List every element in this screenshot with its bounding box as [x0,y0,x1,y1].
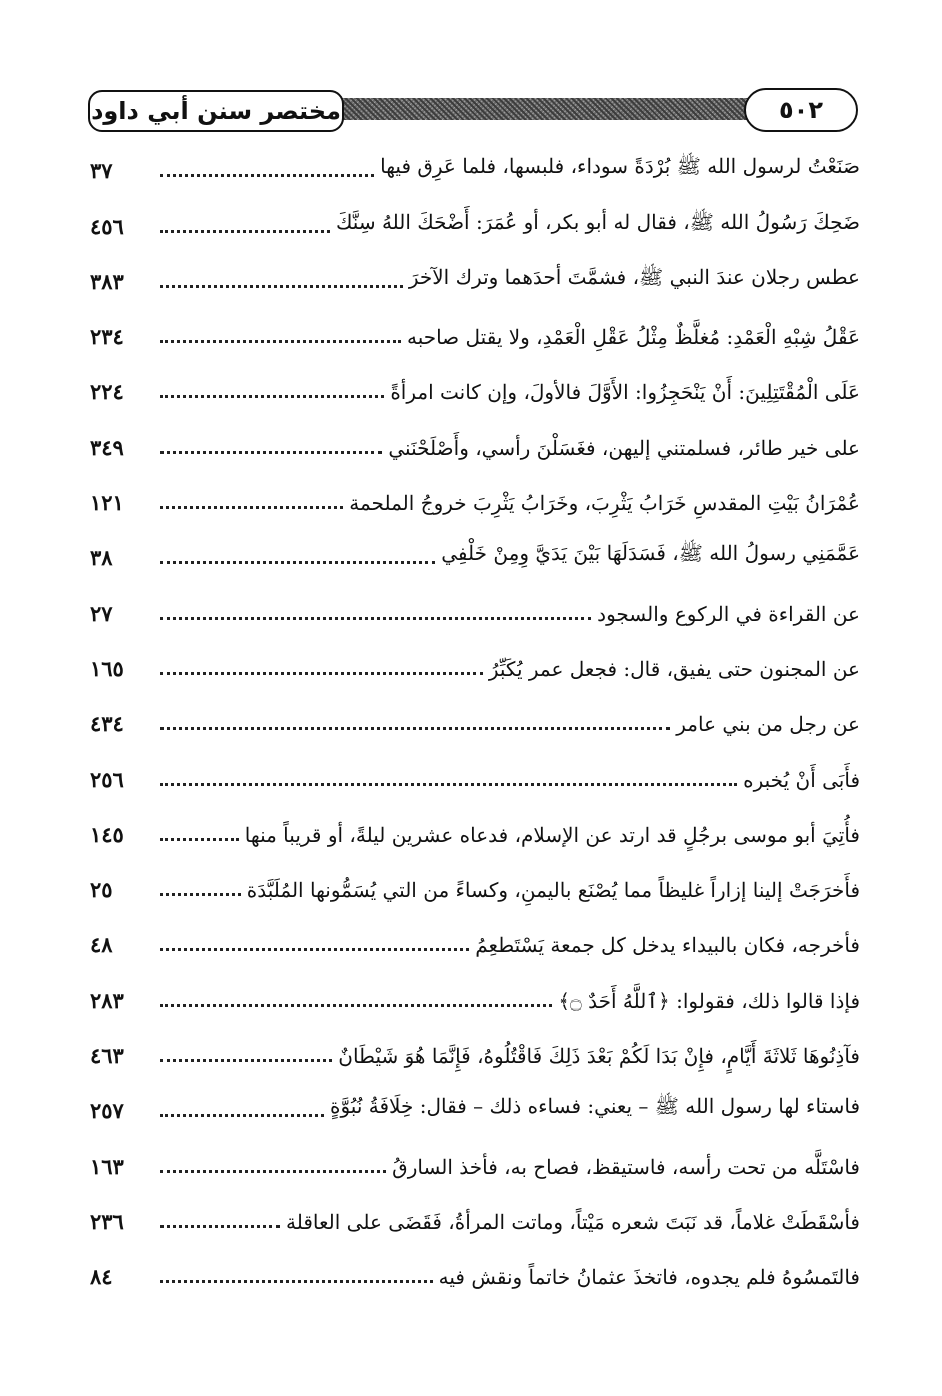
entry-page-number: ٤٣٤ [90,711,124,737]
entry-page-number: ٢٥٧ [90,1098,124,1124]
entry-text: عَلَى الْمُقْتَتِلِينَ: أَنْ يَنْحَجِزُوا: الأَوَّلَ فالأولَ، وإن كانت امرأةً [390,380,860,405]
dot-leader [160,617,591,620]
index-entry [90,302,860,357]
index-entry [90,412,860,467]
header-decorative-band [332,98,748,120]
index-entry [90,634,860,689]
book-title: مختصر سنن أبي داود [88,90,344,132]
entry-page-number: ٢٢٤ [90,379,124,405]
index-entry [90,578,860,633]
entry-text: فإذا قالوا ذلك، فقولوا: ﴿ٱللَّهُ أَحَدٌ ۝﴾ [558,988,860,1013]
index-entry [90,855,860,910]
entry-page-number: ٣٨ [90,545,113,571]
entry-page-number: ٢٧ [90,600,113,626]
dot-leader [160,174,374,177]
entry-page-number: ٣٨٣ [90,268,124,294]
entry-page-number: ٢٥٦ [90,766,124,792]
index-entry [90,910,860,965]
index-entry [90,689,860,744]
dot-leader [160,230,330,233]
index-entry [90,357,860,412]
entry-text: عن رجل من بني عامر [676,712,860,737]
dot-leader [160,1225,280,1228]
entry-text: فأُتِيَ أبو موسى برجُلٍ قد ارتد عن الإسلام، فدعاه عشرين ليلةً، أو قريباً منها [244,822,860,847]
entry-text: عن القراءة في الركوع والسجود [597,601,860,626]
dot-leader [160,506,343,509]
dot-leader [160,893,241,896]
entry-page-number: ٨٤ [90,1264,113,1290]
dot-leader [160,783,737,786]
dot-leader [160,727,670,730]
entry-page-number: ٣٧ [90,158,113,184]
index-entry [90,1021,860,1076]
entry-text: عَمَّمَنِي رسولُ الله ﷺ، فَسَدَلَهَا بَيْنَ يَدَيَّ وِمِنْ خَلْفِي [441,541,860,566]
entry-text: فاسْتَلَّه من تحت رأسه، فاستيقظ، فصاح به، فأخذ السارقُ [392,1154,860,1179]
entry-page-number: ٢٥ [90,877,113,903]
index-entry [90,744,860,799]
page-number: ٥٠٢ [744,88,858,132]
entry-page-number: ١٦٥ [90,655,124,681]
index-entry [90,1187,860,1242]
entry-page-number: ١٢١ [90,490,124,516]
dot-leader [160,1004,552,1007]
entry-page-number: ٢٨٣ [90,987,124,1013]
dot-leader [160,672,483,675]
entry-page-number: ٤٥٦ [90,213,124,239]
dot-leader [160,1170,386,1173]
dot-leader [160,561,435,564]
index-entry [90,191,860,246]
entry-text: ضَحِكَ رَسُولُ الله ﷺ، فقال له أبو بكر، أو عُمَرَ: أَضْحَكَ اللهُ سِنَّكَ [335,209,860,234]
dot-leader [160,948,469,951]
entry-text: عَقْلُ شِبْهِ الْعَمْدِ: مُغلَّظٌ مِثْلُ عَقْلِ الْعَمْدِ، ولا يقتل صاحبه [406,325,860,350]
dot-leader [160,451,382,454]
dot-leader [160,395,384,398]
entry-page-number: ١٦٣ [90,1153,124,1179]
entry-page-number: ٤٦٣ [90,1043,124,1069]
entry-page-number: ٢٣٦ [90,1208,124,1234]
index-entry [90,136,860,191]
index-entry [90,965,860,1020]
entry-text: صَنَعْتُ لرسول الله ﷺ بُرْدَةً سوداء، فلبسها، فلما عَرِق فيها [380,154,860,179]
index-list [90,136,860,1297]
dot-leader [160,838,239,841]
dot-leader [160,285,403,288]
entry-text: على خير طائر، فسلمتني إليهن، فغَسَلْنَ رأسي، وأَصْلَحْنَني [388,435,860,460]
entry-text: فالتَمسُوهُ فلم يجدوه، فاتخذَ عثمانُ خاتماً ونقش فيه [438,1265,860,1290]
entry-text: فأسْقَطَتْ غلاماً، قد نَبَتَ شعره مَيْتاً، وماتت المرأةُ، فَقَضَى على العاقلة [286,1209,860,1234]
entry-page-number: ٣٤٩ [90,434,124,460]
index-entry [90,800,860,855]
dot-leader [160,340,401,343]
index-entry [90,247,860,302]
dot-leader [160,1059,332,1062]
entry-text: فأَبَى أَنْ يُخبره [743,767,860,792]
page-header [82,86,858,132]
entry-text: عطس رجلان عندَ النبي ﷺ، فشمَّتَ أحدَهما وترك الآخرَ [408,264,860,289]
index-entry [90,523,860,578]
entry-text: فاستاء لها رسول الله ﷺ – يعني: فساءه ذلك – فقال: خِلَافَةُ نُبُوَّةٍ [330,1094,860,1119]
index-entry [90,1242,860,1297]
index-entry [90,1076,860,1131]
index-entry [90,468,860,523]
dot-leader [160,1114,324,1117]
entry-page-number: ١٤٥ [90,821,124,847]
entry-page-number: ٢٣٤ [90,324,124,350]
entry-text: عُمْرَانُ بَيْتِ المقدسِ خَرَابُ يَثْرِبَ، وخَرَابُ يَثْرِبَ خروجُ الملحمة [349,491,860,516]
entry-text: فأخرجه، فكان بالبيداء يدخل كل جمعة يَسْتَطعِمُ [475,933,860,958]
entry-text: عن المجنون حتى يفيق، قال: فجعل عمر يُكَبِّرُ [488,656,860,681]
index-entry [90,1131,860,1186]
entry-text: فآذِنُوهَا ثَلاثَةَ أَيَّامٍ، فإِنْ بَدَا لَكُمْ بَعْدَ ذَلِكَ فَاقْتُلُوهُ، فَإِنَّمَا هُوَ شَيْطَانٌ [338,1044,860,1069]
entry-page-number: ٤٨ [90,932,113,958]
dot-leader [160,1280,433,1283]
entry-text: فأَخرَجَتْ إلينا إزاراً غليظاً مما يُصْنَع باليمنِ، وكساءً من التي يُسَمُّونها المُلَبَّدَة [246,878,860,903]
